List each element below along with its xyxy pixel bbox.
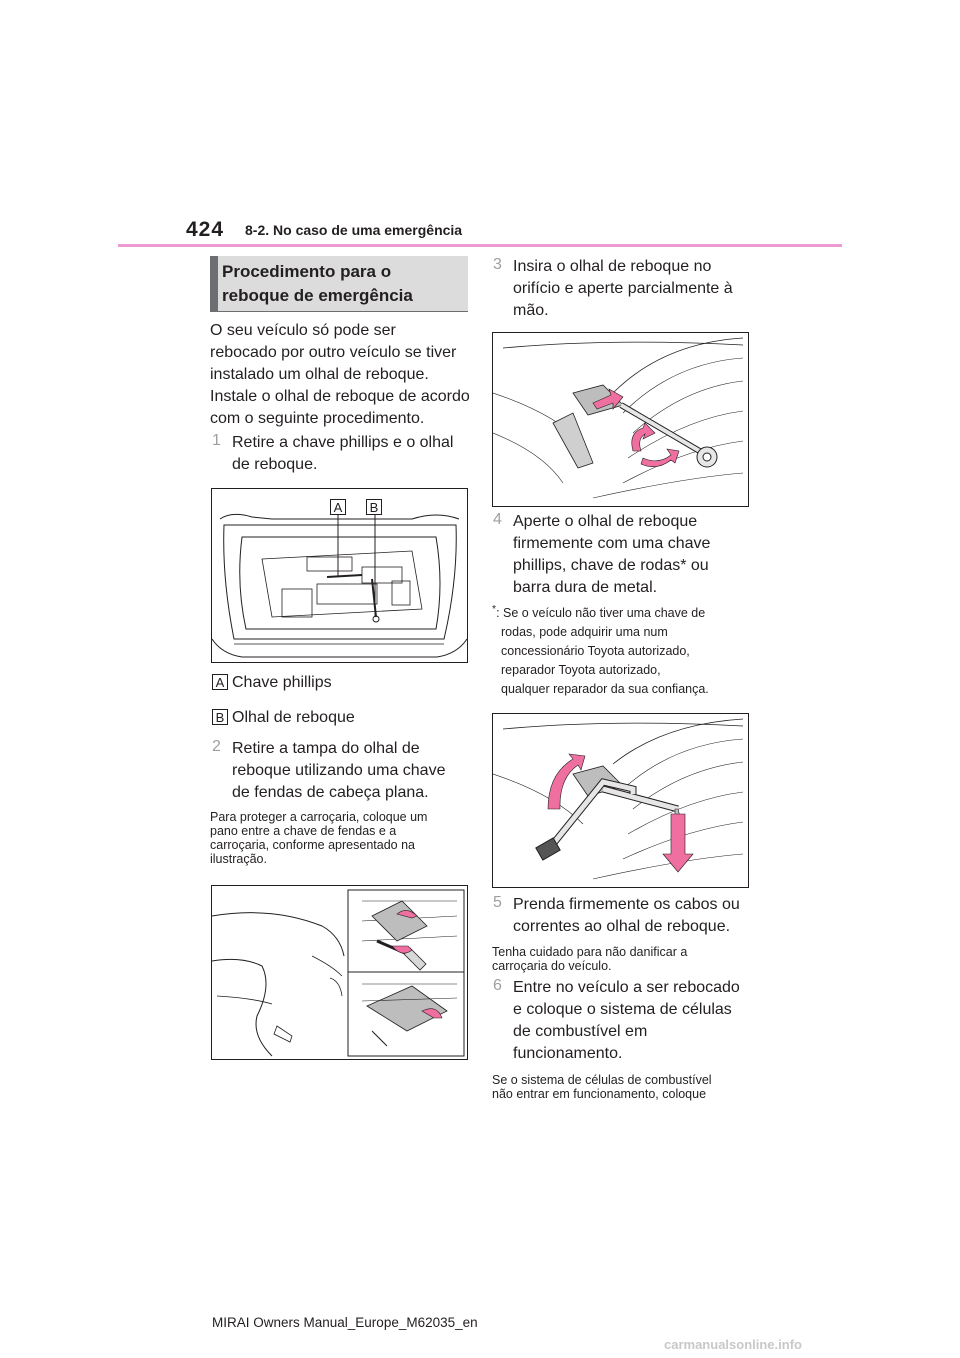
step-line: correntes ao olhal de reboque. [513, 918, 731, 935]
step-line: Retire a tampa do olhal de [232, 740, 420, 757]
step-number: 5 [493, 894, 502, 911]
step-line: funcionamento. [513, 1045, 623, 1062]
insert-eye-illustration [493, 333, 748, 506]
footnote-line: : Se o veículo não tiver uma chave de [496, 606, 706, 621]
note-line: não entrar em funcionamento, coloque [492, 1087, 707, 1101]
step-number: 2 [212, 738, 221, 755]
intro-paragraph [210, 320, 470, 430]
footnote [492, 600, 754, 699]
note-line: pano entre a chave de fendas e a [210, 824, 397, 838]
callout-a-box: A [212, 674, 228, 690]
figure-remove-cover [211, 885, 468, 1060]
step-2-text [232, 738, 472, 804]
step-line: Prenda firmemente os cabos ou [513, 896, 740, 913]
step-number: 3 [493, 256, 502, 273]
callout-b-box: B [212, 709, 228, 725]
figure-trunk-tools [211, 488, 468, 663]
step-line: Retire a chave phillips e o olhal [232, 434, 454, 451]
step-1-text [232, 432, 472, 476]
note-line: ilustração. [210, 852, 267, 866]
note-line: carroçaria, conforme apresentado na [210, 838, 415, 852]
step-line: reboque utilizando uma chave [232, 762, 446, 779]
intro-line: instalado um olhal de reboque. [210, 366, 429, 383]
section-heading-line: Procedimento para o [222, 262, 392, 281]
step-line: de combustível em [513, 1023, 648, 1040]
callout-b-label: B [366, 499, 382, 515]
footnote-line: rodas, pode adquirir uma num [501, 625, 668, 640]
figure-tighten-eye [492, 713, 749, 888]
header-rule [118, 244, 842, 247]
callout-a-label: A [330, 499, 346, 515]
step-number: 4 [493, 511, 502, 528]
step-5-text [513, 894, 753, 938]
section-heading [222, 260, 462, 308]
note-line: carroçaria do veículo. [492, 959, 612, 973]
footnote-mark: * [492, 604, 497, 615]
figure-insert-eye [492, 332, 749, 507]
step-3-text [513, 256, 753, 322]
footnote-line: reparador Toyota autorizado, [501, 663, 661, 678]
step-line: de reboque. [232, 456, 318, 473]
step-line: mão. [513, 302, 549, 319]
note-line: Tenha cuidado para não danificar a [492, 945, 688, 959]
step-line: orifício e aperte parcialmente à [513, 280, 733, 297]
note-line: Se o sistema de células de combustível [492, 1073, 712, 1087]
note-fcs-body [492, 1073, 754, 1101]
intro-line: Instale o olhal de reboque de acordo [210, 388, 470, 405]
step-line: Insira o olhal de reboque no [513, 258, 712, 275]
step-line: barra dura de metal. [513, 579, 658, 596]
page-number: 424 [186, 218, 225, 241]
step-line: e coloque o sistema de células [513, 1001, 732, 1018]
note-protect-body [210, 810, 472, 866]
step-line: firmemente com uma chave [513, 535, 711, 552]
callout-a-text: Chave phillips [232, 674, 332, 691]
note-line: Para proteger a carroçaria, coloque um [210, 810, 428, 824]
step-4-text [513, 511, 753, 599]
intro-line: com o seguinte procedimento. [210, 410, 425, 427]
footer-text: MIRAI Owners Manual_Europe_M62035_en [212, 1315, 478, 1330]
step-line: Aperte o olhal de reboque [513, 513, 698, 530]
footnote-line: concessionário Toyota autorizado, [501, 644, 690, 659]
watermark: carmanualsonline.info [664, 1337, 802, 1352]
section-heading-line: reboque de emergência [222, 286, 413, 305]
intro-line: rebocado por outro veículo se tiver [210, 344, 457, 361]
step-number: 1 [212, 432, 221, 449]
step-line: phillips, chave de rodas* ou [513, 557, 709, 574]
step-number: 6 [493, 977, 502, 994]
note-care-body [492, 945, 754, 973]
intro-line: O seu veículo só pode ser [210, 322, 396, 339]
step-line: Entre no veículo a ser rebocado [513, 979, 740, 996]
step-line: de fendas de cabeça plana. [232, 784, 429, 801]
footnote-line: qualquer reparador da sua confiança. [501, 682, 709, 697]
step-6-text [513, 977, 753, 1065]
callout-b-text: Olhal de reboque [232, 709, 355, 726]
tighten-eye-illustration [493, 714, 748, 887]
bumper-illustration [212, 886, 467, 1059]
section-title: 8-2. No caso de uma emergência [245, 222, 463, 238]
